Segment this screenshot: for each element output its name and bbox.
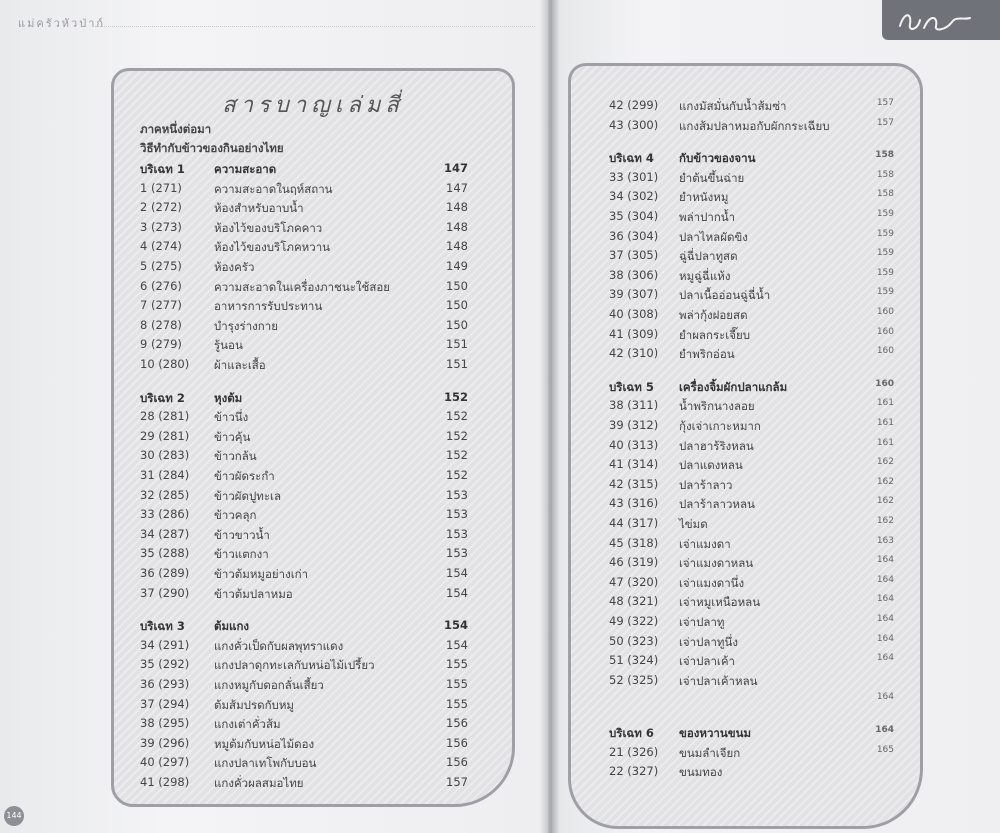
entry-page: 153 (446, 546, 468, 561)
entry-number: บริเฉท 5 (609, 379, 654, 394)
entry-title: แกงมัสมั่นกับน้ำส้มซ่า (679, 99, 787, 113)
toc-entry-row (140, 279, 480, 299)
entry-page: 164 (876, 692, 894, 703)
toc-entry-row (140, 298, 480, 318)
entry-number: 42 (299) (609, 98, 659, 112)
entry-title: น้ำพริกนางลอย (679, 399, 755, 414)
entry-title: ข้าวต้มหมูอย่างเก่า (214, 567, 309, 581)
entry-title: แกงหมูกับดอกลั่นเสี้ยว (214, 678, 324, 692)
toc-entry-row (609, 555, 909, 575)
toc-entry-row (609, 189, 909, 209)
entry-page: 159 (876, 209, 894, 219)
entry-title: แกงคั่วผลสมอไทย (214, 776, 304, 790)
entry-title: แกงเต่าคั่วส้ม (214, 717, 281, 732)
entry-page: 165 (876, 744, 894, 755)
toc-entry-row (140, 200, 480, 220)
entry-number: 43 (316) (609, 496, 659, 511)
entry-number: 45 (318) (609, 535, 659, 550)
entry-title: ปลาแดงหลน (679, 458, 743, 473)
entry-number: 41 (314) (609, 457, 659, 472)
entry-number: 36 (304) (609, 228, 659, 243)
entry-title: ห้องสำหรับอาบน้ำ (214, 201, 304, 216)
entry-number: 37 (290) (140, 585, 190, 600)
entry-number: บริเฉท 4 (609, 151, 654, 166)
entry-page: 152 (446, 409, 468, 424)
entry-number: 4 (274) (140, 239, 182, 254)
toc-panel-right (568, 63, 923, 829)
entry-number: 47 (320) (609, 574, 659, 589)
part-heading: ภาคหนึ่งต่อมา (140, 122, 212, 136)
entry-number: 29 (281) (140, 428, 190, 443)
entry-title: ยำหนังหมู (679, 190, 729, 205)
entry-page: 164 (876, 574, 894, 585)
entry-number: 33 (286) (140, 507, 190, 522)
entry-number: 40 (313) (609, 437, 659, 452)
entry-number: 1 (271) (140, 180, 182, 195)
entry-number: 41 (309) (609, 326, 659, 341)
toc-entry-row (609, 673, 909, 693)
toc-chapter-row (140, 618, 480, 638)
toc-entry-row (140, 318, 480, 338)
entry-title: ข้าวต้มปลาหมอ (214, 586, 293, 601)
toc-entry-row (609, 268, 909, 288)
entry-number: 43 (300) (609, 117, 659, 132)
toc-entry-row (609, 575, 909, 595)
toc-entry-row (140, 736, 480, 756)
toc-entry-row (140, 755, 480, 775)
entry-title: ข้าวกล้น (214, 449, 257, 464)
entry-page: 158 (876, 189, 894, 200)
entry-title: เจ่าแมงดานึ่ง (679, 575, 745, 590)
entry-title: ข้าวคุ้น (214, 429, 251, 444)
toc-entry-row (140, 677, 480, 697)
toc-entry-row (609, 653, 909, 673)
entry-number: 42 (310) (609, 346, 659, 361)
toc-panel-left (111, 68, 515, 807)
entry-number: 37 (305) (609, 248, 659, 263)
entry-page: 159 (876, 287, 894, 298)
entry-page: 157 (876, 98, 894, 108)
page-number-badge: 144 (4, 806, 24, 826)
entry-title: หมูต้มกับหน่อไม้ดอง (214, 736, 315, 751)
entry-page: 156 (446, 735, 468, 750)
entry-title: บำรุงร่างกาย (214, 318, 278, 333)
entry-page: 153 (446, 507, 468, 522)
entry-number: 42 (315) (609, 476, 659, 491)
toc-entry-row (609, 745, 909, 765)
entry-number: 33 (301) (609, 169, 659, 184)
toc-entry-row (609, 692, 909, 712)
entry-title: หมูฉู่ฉี่แห้ง (679, 268, 731, 283)
toc-entry-row (609, 98, 909, 118)
entry-number: 31 (284) (140, 468, 190, 482)
toc-entry-row (609, 516, 909, 536)
entry-number: 8 (278) (140, 317, 182, 332)
entry-number: 34 (287) (140, 526, 190, 541)
entry-number: 35 (292) (140, 657, 190, 672)
toc-entry-row (140, 566, 480, 586)
toc-entry-row (609, 477, 909, 497)
toc-entry-row (609, 307, 909, 327)
entry-number: 40 (297) (140, 755, 190, 770)
entry-title: ฉู่ฉี่ปลาทูสด (679, 249, 738, 264)
entry-number: 7 (277) (140, 298, 182, 313)
toc-entry-row (609, 634, 909, 654)
toc-entry-row (140, 220, 480, 240)
entry-page: 152 (446, 468, 468, 482)
entry-page: 154 (446, 585, 468, 600)
entry-number: 32 (285) (140, 487, 190, 502)
entry-number: 49 (322) (609, 614, 659, 628)
entry-page: 161 (876, 398, 894, 409)
toc-chapter-row (609, 725, 909, 745)
entry-page: 156 (446, 716, 468, 731)
entry-page: 164 (876, 614, 894, 624)
toc-entry-row (609, 764, 909, 784)
entry-title: ห้องครัว (214, 260, 255, 274)
toc-entry-row (140, 638, 480, 658)
entry-number: 6 (276) (140, 278, 182, 293)
toc-entry-row (140, 448, 480, 468)
entry-page: 148 (446, 239, 468, 254)
entry-number: 52 (325) (609, 672, 659, 687)
entry-title: ความสะอาดในเครื่องภาชนะใช้สอย (214, 279, 390, 294)
entry-page: 155 (446, 657, 468, 672)
toc-chapter-row (140, 390, 480, 410)
entry-title: พล่าปากน้ำ (679, 210, 736, 224)
entry-page: 164 (875, 725, 894, 735)
entry-number: 5 (275) (140, 259, 182, 273)
entry-page: 160 (876, 307, 894, 317)
entry-number: 48 (321) (609, 594, 659, 609)
toc-entry-row (140, 527, 480, 547)
entry-title: เจ่าแมงดา (679, 536, 731, 551)
entry-page: 147 (443, 161, 468, 175)
entry-page: 151 (446, 357, 468, 371)
entry-page: 150 (446, 298, 468, 313)
entry-title: กุ้งเจ่าเกาะหมาก (679, 419, 761, 433)
entry-page: 149 (446, 259, 468, 273)
signature-tab (882, 0, 1000, 40)
entry-page: 160 (876, 326, 894, 337)
entry-title: ต้มแกง (214, 619, 250, 634)
entry-number: 2 (272) (140, 200, 182, 215)
entry-page: 160 (875, 378, 894, 389)
entry-page: 158 (875, 150, 894, 161)
toc-entry-row (140, 429, 480, 449)
entry-title: รู้นอน (214, 338, 243, 353)
entry-number: 30 (283) (140, 448, 190, 463)
entry-number: 28 (281) (140, 409, 190, 424)
entry-title: ข้าวแตกงา (214, 547, 269, 562)
entry-title: กับข้าวของจาน (679, 151, 756, 166)
entry-title: เครื่องจิ้มผักปลาแกล้ม (679, 379, 788, 394)
entry-page: 153 (446, 526, 468, 541)
toc-entry-row (609, 248, 909, 268)
entry-page: 152 (446, 428, 468, 443)
entry-page: 157 (876, 117, 894, 128)
entry-page: 159 (876, 228, 894, 239)
entry-page: 150 (446, 278, 468, 293)
entry-title: เจ่าปลาทูนึ่ง (679, 634, 738, 649)
entry-title: ความสะอาดในฤห์สถาน (214, 181, 333, 196)
entry-title: ปลาร้าลาว (679, 477, 733, 492)
entry-page: 161 (876, 418, 894, 428)
entry-page: 154 (446, 637, 468, 652)
entry-title: หุงต้ม (214, 390, 243, 405)
toc-entry-row (609, 398, 909, 418)
entry-title: ยำต้นขึ้นฉ่าย (679, 170, 745, 185)
entry-title: ปลาไหลผัดขิง (679, 229, 748, 244)
entry-title: แกงปลาเทโพกับบอน (214, 756, 317, 771)
toc-entry-row (140, 409, 480, 429)
running-head: แม่ครัวหัวป่าก์ (18, 17, 106, 30)
entry-number: 40 (308) (609, 307, 659, 321)
entry-page: 162 (876, 496, 894, 507)
toc-entry-row (140, 507, 480, 527)
entry-title: ห้องไว้ของบริโภคคาว (214, 220, 323, 235)
entry-number: 35 (304) (609, 209, 659, 223)
entry-title: ไข่มด (679, 517, 708, 531)
entry-number: 44 (317) (609, 516, 659, 530)
toc-entry-row (609, 438, 909, 458)
toc-entry-row (140, 697, 480, 717)
entry-number: 34 (291) (140, 637, 190, 652)
toc-entry-row (140, 586, 480, 606)
entry-page: 151 (446, 337, 468, 352)
entry-page: 148 (446, 200, 468, 215)
toc-entry-row (609, 287, 909, 307)
entry-page: 158 (876, 169, 894, 180)
entry-page: 162 (876, 457, 894, 468)
toc-entry-row (609, 536, 909, 556)
entry-number: 22 (327) (609, 764, 659, 779)
toc-entry-row (140, 239, 480, 259)
entry-number: 51 (324) (609, 653, 659, 668)
entry-page: 162 (876, 516, 894, 526)
entry-number: 37 (294) (140, 696, 190, 711)
toc-entry-row (609, 594, 909, 614)
toc-entry-row (609, 118, 909, 138)
entry-number: 38 (306) (609, 267, 659, 282)
entry-title: ยำผลกระเจี๊ยบ (679, 327, 751, 342)
entry-page: 155 (446, 677, 468, 691)
entry-number: 41 (298) (140, 775, 190, 789)
entry-title: ผ้าและเสื้อ (214, 358, 266, 372)
entry-title: ข้าวผัดปูทะเล (214, 488, 282, 503)
entry-number: 39 (296) (140, 735, 190, 750)
entry-title: ห้องไว้ของบริโภคหวาน (214, 240, 331, 255)
toc-entry-row (609, 457, 909, 477)
toc-entry-row (140, 259, 480, 279)
toc-chapter-row (609, 150, 909, 170)
toc-entry-row (609, 614, 909, 634)
entry-title: ข้าวขาวน้ำ (214, 527, 270, 542)
entry-number: 38 (311) (609, 398, 659, 413)
toc-entry-row (140, 468, 480, 488)
toc-entry-row (140, 716, 480, 736)
signature-logo-icon (894, 4, 974, 36)
entry-title: ของหวานขนม (679, 726, 752, 740)
entry-title: เจ่าปลาเค้า (679, 654, 736, 669)
entry-number: 9 (279) (140, 337, 182, 352)
toc-entry-row (609, 229, 909, 249)
entry-title: พล่ากุ้งฝอยสด (679, 308, 748, 322)
entry-number: 38 (295) (140, 716, 190, 731)
entry-number: 46 (319) (609, 555, 659, 570)
entry-number: บริเฉท 6 (609, 726, 654, 740)
entry-title: ปลาเนื้ออ่อนฉู่ฉี่น้ำ (679, 288, 771, 303)
entry-number: 35 (288) (140, 546, 190, 561)
book-gutter (540, 0, 560, 833)
entry-page: 164 (876, 594, 894, 605)
entry-page: 159 (876, 248, 894, 259)
toc-entry-row (140, 657, 480, 677)
toc-entry-row (609, 209, 909, 229)
entry-page: 152 (446, 448, 468, 463)
entry-number: 50 (323) (609, 633, 659, 648)
entry-number: 3 (273) (140, 219, 182, 234)
entry-title: ขนมทอง (679, 765, 723, 780)
entry-number: 36 (289) (140, 566, 190, 580)
entry-page: 153 (446, 487, 468, 502)
entry-page: 150 (446, 317, 468, 332)
entry-page: 164 (876, 653, 894, 664)
toc-entry-row (140, 488, 480, 508)
entry-title: ปลาร้าลาวหลน (679, 497, 755, 512)
entry-page: 160 (876, 346, 894, 357)
toc-entry-row (609, 327, 909, 347)
entry-number: บริเฉท 1 (140, 162, 185, 176)
entry-page: 159 (876, 267, 894, 278)
entry-number: 39 (312) (609, 418, 659, 432)
entry-page: 152 (443, 389, 468, 404)
entry-page: 154 (446, 566, 468, 580)
toc-entry-row (609, 346, 909, 366)
entry-title: ต้มส้มปรดกับหมู (214, 697, 295, 712)
entry-title: เจ่าปลาเค้าหลน (679, 673, 758, 688)
entry-page: 164 (876, 555, 894, 566)
entry-title: แกงปลาดุกทะเลกับหน่อไม้เปรี้ยว (214, 658, 375, 673)
entry-number: 34 (302) (609, 189, 659, 204)
toc-entry-row (609, 418, 909, 438)
entry-number: 36 (293) (140, 677, 190, 691)
toc-entry-row (609, 496, 909, 516)
entry-number: 10 (280) (140, 357, 190, 371)
entry-number: 21 (326) (609, 744, 659, 759)
entry-title: แกงคั่วเป็ดกับผลพุทราแดง (214, 638, 344, 653)
entry-page: 156 (446, 755, 468, 770)
toc-entry-row (140, 357, 480, 377)
entry-page: 154 (443, 618, 468, 633)
entry-title: เจ่าแมงดาหลน (679, 556, 754, 571)
entry-title: ยำพริกอ่อน (679, 347, 735, 362)
entry-title: ข้าวนึ่ง (214, 410, 249, 425)
entry-page: 163 (876, 535, 894, 546)
toc-chapter-row (609, 379, 909, 399)
entry-page: 157 (446, 775, 468, 789)
entry-page: 164 (876, 633, 894, 644)
toc-entry-row (140, 775, 480, 795)
header-rule (95, 26, 535, 27)
entry-page: 162 (876, 476, 894, 487)
entry-page: 161 (876, 437, 894, 448)
toc-entry-row (140, 181, 480, 201)
entry-title: ความสะอาด (214, 162, 277, 176)
toc-chapter-row (140, 161, 480, 181)
entry-page: 147 (446, 180, 468, 195)
entry-title: อาหารการรับประทาน (214, 299, 323, 314)
entry-page: 155 (446, 696, 468, 711)
part-subtitle: วิธีทำกับข้าวของกินอย่างไทย (140, 141, 284, 155)
entry-title: เจ่าหมูเหนือหลน (679, 595, 761, 610)
toc-entry-row (140, 337, 480, 357)
toc-entry-row (609, 170, 909, 190)
toc-entry-row (140, 546, 480, 566)
entry-title: ปลาฮาร้ริงหลน (679, 438, 754, 453)
entry-number: บริเฉท 3 (140, 619, 185, 634)
entry-title: ขนมลำเจียก (679, 745, 741, 760)
entry-title: แกงส้มปลาหมอกับผักกระเฉียบ (679, 118, 830, 133)
entry-page: 148 (446, 219, 468, 234)
toc-title: สารบาญเล่มสี่ (222, 93, 404, 118)
entry-number: 39 (307) (609, 287, 659, 302)
entry-title: ข้าวผัดระกำ (214, 469, 275, 483)
entry-title: ข้าวคลุก (214, 508, 257, 523)
entry-title: เจ่าปลาทู (679, 615, 725, 629)
entry-number: บริเฉท 2 (140, 390, 185, 405)
